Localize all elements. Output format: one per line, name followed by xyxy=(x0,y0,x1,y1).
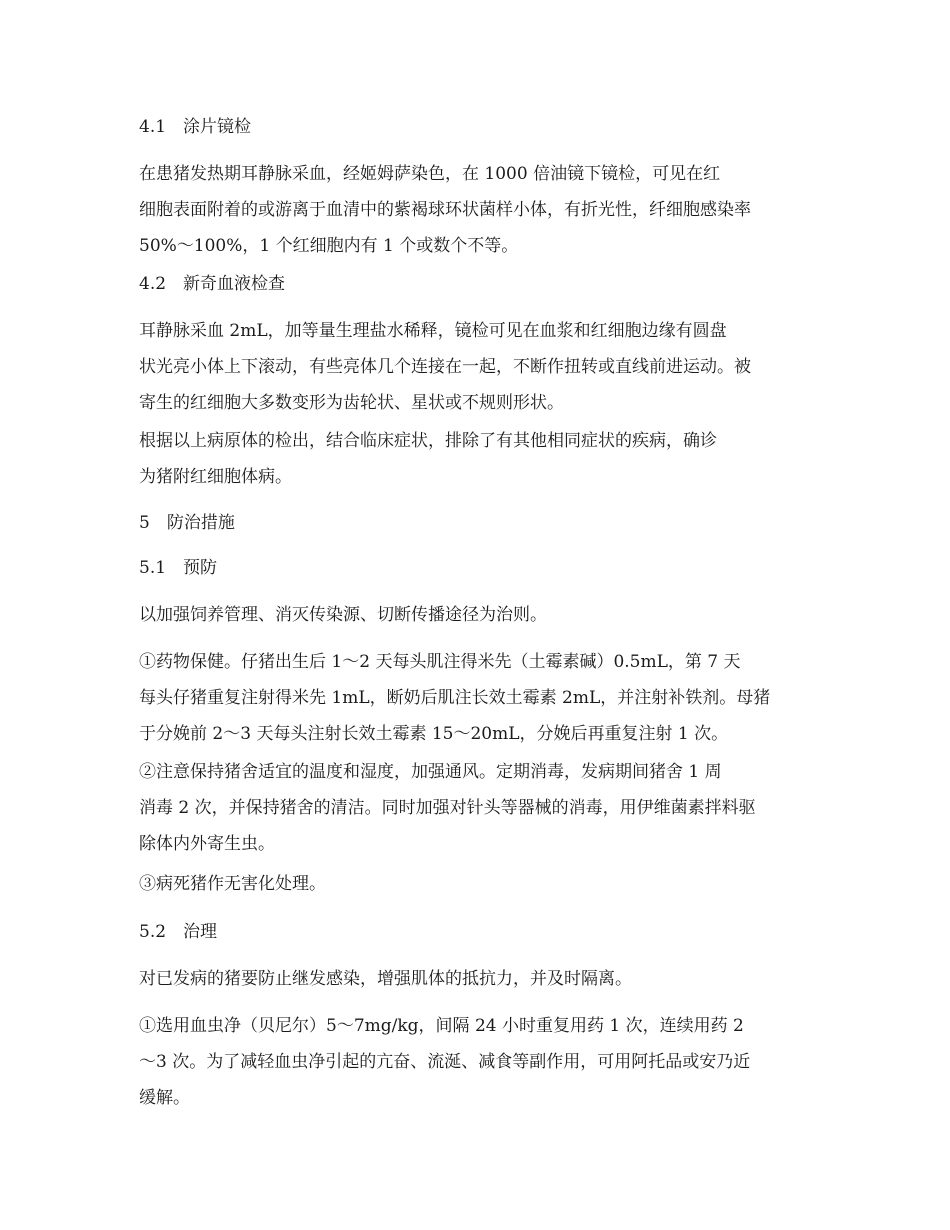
paragraph-line: ③病死猪作无害化处理。 xyxy=(139,874,326,894)
paragraph-line: 为猪附红细胞体病。 xyxy=(139,467,292,487)
heading-text: 5.1 预防 xyxy=(139,558,218,578)
paragraph-line: ～3 次。为了减轻血虫净引起的亢奋、流涎、减食等副作用，可用阿托品或安乃近 xyxy=(139,1052,751,1072)
paragraph-line: 以加强饲养管理、消灭传染源、切断传播途径为治则。 xyxy=(139,605,547,625)
paragraph-housing-hygiene xyxy=(139,754,814,862)
paragraph-diagnosis xyxy=(139,423,814,495)
paragraph-line: 50%～100%，1 个红细胞内有 1 个或数个不等。 xyxy=(139,236,519,256)
paragraph-smear-exam xyxy=(139,156,814,264)
paragraph-line: 细胞表面附着的或游离于血清中的紫褐球环状菌样小体，有折光性，纤细胞感染率 xyxy=(139,200,751,220)
paragraph-line: 缓解。 xyxy=(139,1088,190,1108)
paragraph-line: 于分娩前 2～3 天每头注射长效土霉素 15～20mL，分娩后再重复注射 1 次。 xyxy=(139,724,729,744)
section-heading-4-1 xyxy=(139,109,814,145)
paragraph-line: 根据以上病原体的检出，结合临床症状，排除了有其他相同症状的疾病，确诊 xyxy=(139,431,717,451)
paragraph-line: 状光亮小体上下滚动，有些亮体几个连接在一起，不断作扭转或直线前进运动。被 xyxy=(139,357,751,377)
section-heading-4-2 xyxy=(139,266,814,302)
paragraph-line: 除体内外寄生虫。 xyxy=(139,834,275,854)
paragraph-line: ①选用血虫净（贝尼尔）5～7mg/kg，间隔 24 小时重复用药 1 次，连续用药 2 xyxy=(139,1016,744,1036)
paragraph-line: ①药物保健。仔猪出生后 1～2 天每头肌注得米先（土霉素碱）0.5mL，第 7 天 xyxy=(139,652,741,672)
paragraph-line: 每头仔猪重复注射得米先 1mL，断奶后肌注长效土霉素 2mL，并注射补铁剂。母猪 xyxy=(139,688,771,708)
heading-text: 5.2 治理 xyxy=(139,922,218,942)
heading-text: 4.1 涂片镜检 xyxy=(139,117,252,137)
paragraph-line: 在患猪发热期耳静脉采血，经姬姆萨染色，在 1000 倍油镜下镜检，可见在红 xyxy=(139,164,721,184)
section-heading-5 xyxy=(139,505,814,541)
heading-text: 5 防治措施 xyxy=(139,513,235,533)
paragraph-line: 对已发病的猪要防止继发感染，增强肌体的抵抗力，并及时隔离。 xyxy=(139,969,632,989)
paragraph-line: 消毒 2 次，并保持猪舍的清洁。同时加强对针头等器械的消毒，用伊维菌素拌料驱 xyxy=(139,798,756,818)
paragraph-dead-pig-handling xyxy=(139,866,814,902)
paragraph-prevention-principle xyxy=(139,597,814,633)
section-heading-5-2 xyxy=(139,914,814,950)
paragraph-line: ②注意保持猪舍适宜的温度和湿度，加强通风。定期消毒，发病期间猪舍 1 周 xyxy=(139,762,722,782)
paragraph-fresh-blood-exam xyxy=(139,313,814,421)
paragraph-treatment-principle xyxy=(139,961,814,997)
paragraph-drug-prevention xyxy=(139,644,814,752)
paragraph-line: 耳静脉采血 2mL，加等量生理盐水稀释，镜检可见在血浆和红细胞边缘有圆盘 xyxy=(139,321,727,341)
heading-text: 4.2 新奇血液检查 xyxy=(139,274,286,294)
section-heading-5-1 xyxy=(139,550,814,586)
paragraph-line: 寄生的红细胞大多数变形为齿轮状、星状或不规则形状。 xyxy=(139,393,564,413)
paragraph-treatment-drug xyxy=(139,1008,814,1116)
